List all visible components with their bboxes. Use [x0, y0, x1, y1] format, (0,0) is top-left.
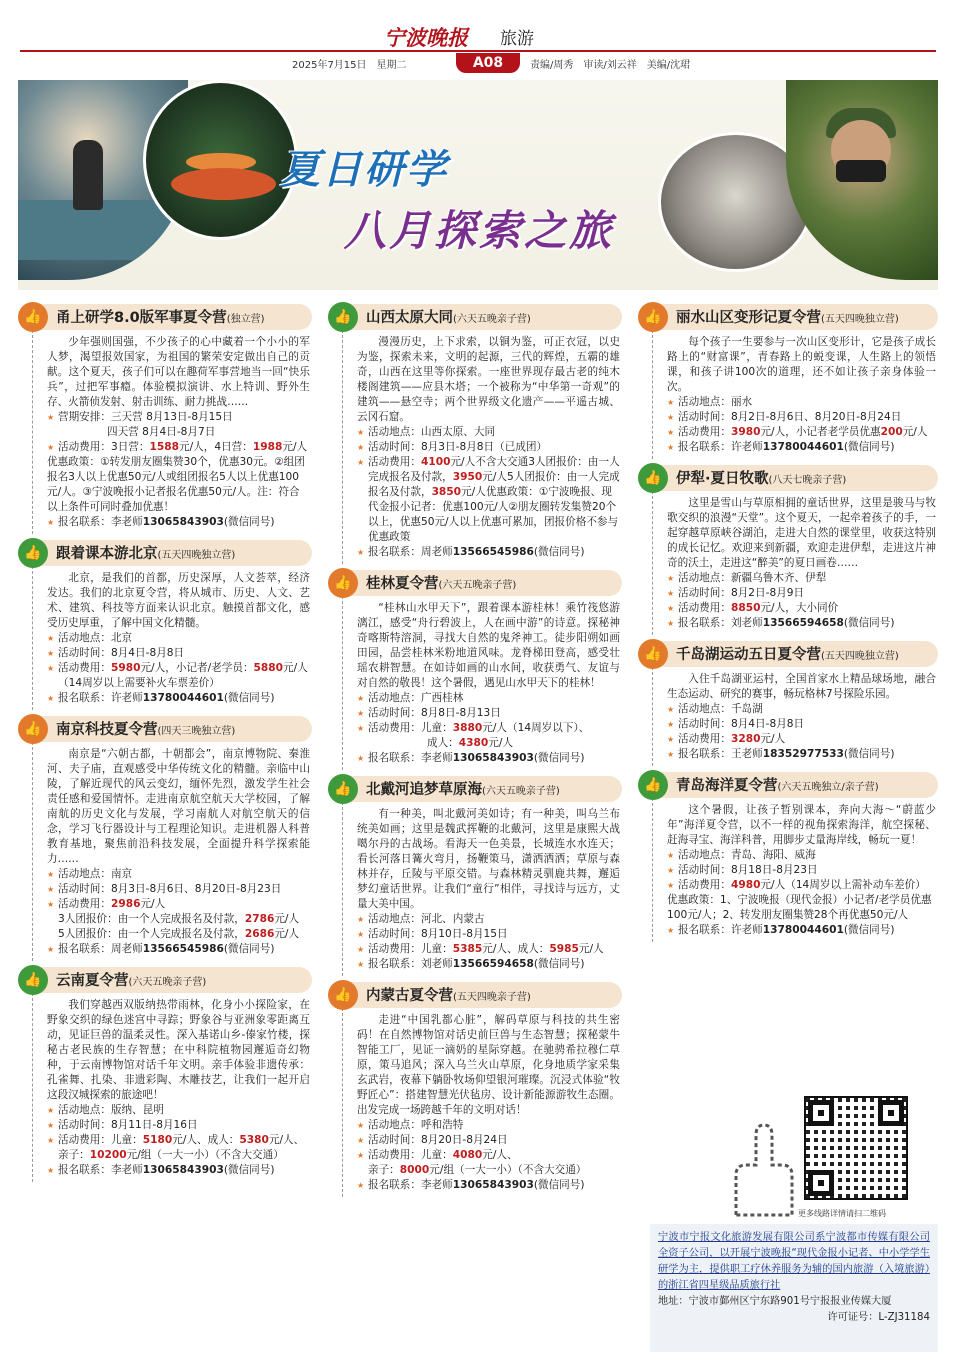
phone-number: 13065843903: [142, 1164, 224, 1176]
fee: ★ 活动费用：8850元/人，大小同价: [667, 601, 936, 616]
kayak-photo: [143, 80, 298, 240]
time: ★ 活动时间：8月4日-8月8日: [47, 646, 310, 661]
issue-date: 2025年7月15日 星期二: [292, 60, 407, 71]
phone-number: 13065843903: [142, 516, 224, 528]
section-body: 这里是雪山与草原相拥的童话世界，这里是骏马与牧歌交织的浪漫“天堂”。这个夏天，一起牵着孩子的手，一起穿越草原峡谷湖泊，走进大自然的课堂里，收获这特别的成长记忆。欢迎来到新疆，欢迎走进伊犁，走进这片神奇的沃土，走进这“醉美”的夏日画卷…… ★ 活动地点：新疆乌鲁木齐、伊犁 ★ 活动时间：8月2日-8月9日 ★ 活动费用：8850元/人，大小同价 ★ 报名联系：刘老师13566594658(微信同号): [652, 491, 938, 635]
editor-credits: 责编/周秀 审读/刘云祥 美编/沈珺: [530, 60, 691, 71]
thumbs-up-icon: 👍: [328, 774, 358, 804]
section-header: 青岛海洋夏令营(六天五晚独立/亲子营): [654, 772, 938, 798]
section-guilin-camp: [330, 570, 622, 770]
contact: ★ 报名联系：刘老师13566594658(微信同号): [667, 616, 936, 631]
section-header: 甬上研学8.0版军事夏令营(独立营): [34, 304, 312, 330]
contact: ★ 报名联系：刘老师13566594658(微信同号): [357, 957, 620, 972]
qr-caption: 更多线路详情请扫二维码: [798, 1209, 886, 1218]
fee: ★ 活动费用：4980元/人（14周岁以上需补动车差价）: [667, 878, 936, 893]
section-body: 有一种美，叫北戴河美如诗；有一种美，叫乌兰布统美如画；这里是魏武挥鞭的北戴河，这里是康熙大战噶尔丹的古战场。看海天一色美景，长城连水水连天；看长河落日篝火弯月，扬鞭策马，潇洒洒洒；草原与森林并存，丘陵与平原交错。与森林精灵驯鹿共舞，邂逅梦幻童话世界。让我们“童行”相伴，寻找诗与远方，丈量大美中国。 ★ 活动地点：河北、内蒙古 ★ 活动时间：8月10日-8月15日 ★ 活动费用：儿童：5385元/人、成人：5985元/人 ★ 报名联系：刘老师13566594658(微信同号): [342, 802, 622, 976]
banner-title-line1: 夏日研学: [280, 147, 448, 193]
section-body: 这个暑假，让孩子暂别课本，奔向大海～“蔚蓝少年”海洋夏令营，以不一样的视角探索海洋，航空探秘、赶海寻宝、海洋科普，用脚步丈量海岸线，畅玩一夏！ ★ 活动地点：青岛、海阳、威海 ★ 活动时间：8月18日-8月23日 ★ 活动费用：4980元/人（14周岁以上需补动车差价） 优惠政策：1、宁波晚报（现代金报）小记者/老学员优惠100元/人；2、转发朋友圈集赞28个再优惠50元/人 ★ 报名联系：许老师13780044601(微信同号): [652, 798, 938, 942]
contact: ★ 报名联系：周老师13566545986(微信同号): [47, 942, 310, 957]
contact: ★ 报名联系：许老师13780044601(微信同号): [47, 691, 310, 706]
location: ★ 活动地点：河北、内蒙古: [357, 912, 620, 927]
time: ★ 活动时间：8月3日-8月8日（已成团）: [357, 440, 620, 455]
thumbs-up-icon: 👍: [328, 302, 358, 332]
contact: ★ 报名联系：许老师13780044601(微信同号): [667, 440, 936, 455]
fee: ★ 活动费用：儿童：4080元/人、: [357, 1148, 620, 1163]
fee: ★ 活动费用：儿童：3880元/人（14周岁以下）、: [357, 721, 620, 736]
masthead: [0, 0, 956, 80]
license-number: 许可证号：L-ZJ31184: [827, 1312, 930, 1323]
section-body: “桂林山水甲天下”，跟着课本游桂林！乘竹筏悠游漓江，感受“舟行碧波上，人在画中游”的诗意。探秘神奇喀斯特溶洞，寻找大自然的鬼斧神工。徒步阳朔如画田园，品尝桂林米粉地道风味。龙脊梯田登高，感受壮瑶农耕智慧。在如诗如画的山水间，收获勇气、友谊与对自然的敬畏！这个暑假，遇见山水甲天下的桂林！ ★ 活动地点：广西桂林 ★ 活动时间：8月8日-8月13日 ★ 活动费用：儿童：3880元/人（14周岁以下）、 成人：4380元/人 ★ 报名联系：李老师13065843903(微信同号): [342, 596, 622, 770]
location: ★ 活动地点：山西太原、大同: [357, 425, 620, 440]
section-header: 北戴河追梦草原海(六天五晚亲子营): [344, 776, 622, 802]
time: ★ 活动时间：8月2日-8月6日、8月20日-8月24日: [667, 410, 936, 425]
phone-number: 18352977533: [762, 748, 844, 760]
section-header: 桂林夏令营(六天五晚亲子营): [344, 570, 622, 596]
phone-number: 13780044601: [762, 441, 844, 453]
section-header: 跟着课本游北京(五天四晚独立营): [34, 540, 312, 566]
thumbs-up-icon: 👍: [18, 965, 48, 995]
time: ★ 活动时间：8月8日-8月13日: [357, 706, 620, 721]
fee: ★ 活动费用：5980元/人，小记者/老学员：5880元/人: [47, 661, 310, 676]
contact: ★ 报名联系：李老师13065843903(微信同号): [47, 515, 310, 530]
section-body: 入住千岛湖亚运村，全国首家水上精品球场地，融合生态运动、研究的赛事，畅玩格林7号探险乐园。 ★ 活动地点：千岛湖 ★ 活动时间：8月4日-8月8日 ★ 活动费用：3280元/人 ★ 报名联系：王老师18352977533(微信同号): [652, 667, 938, 766]
thumbs-up-icon: 👍: [328, 980, 358, 1010]
section-military-camp: [20, 304, 312, 534]
location: ★ 活动地点：南京: [47, 867, 310, 882]
contact: ★ 报名联系：王老师18352977533(微信同号): [667, 747, 936, 762]
thumbs-up-icon: 👍: [638, 302, 668, 332]
location: ★ 活动地点：版纳、昆明: [47, 1103, 310, 1118]
section-header: 内蒙古夏令营(五天四晚亲子营): [344, 982, 622, 1008]
fee: ★ 活动费用：3980元/人，小记者老学员优惠200元/人: [667, 425, 936, 440]
discount-policy: 优惠政策：①转发朋友圈集赞30个，优惠30元。②组团报名3人以上优惠50元/人或组团报名5人以上优惠100元/人。③宁波晚报小记者报名优惠50元/人。注：符合以上条件可同时叠加优惠！: [47, 456, 305, 513]
thumbs-up-icon: 👍: [18, 714, 48, 744]
thumbs-up-icon: 👍: [638, 463, 668, 493]
section-nanjing-camp: [20, 716, 312, 961]
fee: ★ 活动费用：儿童：5180元/人、成人：5380元/人、: [47, 1133, 310, 1148]
section-qiandaohu-camp: [640, 641, 938, 766]
section-header: 云南夏令营(六天五晚亲子营): [34, 967, 312, 993]
time: ★ 活动时间：8月18日-8月23日: [667, 863, 936, 878]
phone-number: 13780044601: [142, 692, 224, 704]
fee: ★ 活动费用：儿童：5385元/人、成人：5985元/人: [357, 942, 620, 957]
section-body: 漫漫历史，上下求索，以铜为鉴，可正衣冠，以史为鉴，探索未来，文明的起源，三代的辉煌，五霸的雄奇，山西在这里等你探索。一座世界现存最古老的纯木楼阁建筑——应县木塔；一个被称为“中华第一奇观”的建筑——悬空寺；两个世界级文化遗产——平遥古城、云冈石窟。 ★ 活动地点：山西太原、大同 ★ 活动时间：8月3日-8月8日（已成团） ★ 活动费用：4100元/人不含大交通3人团报价：由一人完成报名及付款，3950元/人5人团报价：由一人完成报名及付款，3850元/人优惠政策：①宁波晚报、现代金报小记者：优惠100元/人②朋友圈转发集赞20个以上，优惠50元/人以上优惠可累加，团报价格不参与优惠政策 ★ 报名联系：周老师13566545986(微信同号): [342, 330, 622, 564]
section-body: 我们穿越西双版纳热带雨林，化身小小探险家，在野象交织的绿色迷宫中寻踪；野象谷与亚洲象零距离互动，见证巨兽的温柔灵性。深入基诺山乡-傣家竹楼，探秘古老民族的生存智慧；在中科院植物园邂逅奇幻物种，于云南博物馆对话千年文明。亲手体验非遗传承：孔雀舞、扎染、非遗彩陶、木雕技艺，让我们一起开启这段汉城探索的旅途吧！ ★ 活动地点：版纳、昆明 ★ 活动时间：8月11日-8月16日 ★ 活动费用：儿童：5180元/人、成人：5380元/人、 亲子：10200元/组（一大一小）（不含大交通） ★ 报名联系：李老师13065843903(微信同号): [32, 993, 312, 1182]
thumbs-up-icon: 👍: [18, 538, 48, 568]
page-number: A08: [456, 53, 520, 73]
location: ★ 活动地点：青岛、海阳、威海: [667, 848, 936, 863]
contact: ★ 报名联系：李老师13065843903(微信同号): [357, 751, 620, 766]
company-info-box: [650, 1224, 938, 1352]
fee: ★ 活动费用：4100元/人不含大交通3人团报价：由一人完成报名及付款，3950元/人5人团报价：由一人完成报名及付款，3850元/人优惠政策：①宁波晚报、现代金报小记者：优惠100元/人②朋友圈转发集赞20个以上，优惠50元/人以上优惠可累加，团报价格不参与优惠政策: [357, 455, 620, 545]
section-beijing-camp: [20, 540, 312, 710]
banner: [18, 80, 938, 290]
thumbs-up-icon: 👍: [638, 770, 668, 800]
column-left: [20, 304, 312, 1188]
section-lishui-camp: [640, 304, 938, 459]
phone-number: 13780044601: [762, 924, 844, 936]
location: ★ 活动地点：呼和浩特: [357, 1118, 620, 1133]
qr-code[interactable]: [804, 1096, 908, 1200]
company-description: 宁波市宁报文化旅游发展有限公司系宁波都市传媒有限公司全资子公司，以开展宁波晚报“现代金报小记者、中小学学生研学为主，提供职工疗休养服务为辅的国内旅游（入境旅游）的浙江省四星级品质旅行社: [658, 1232, 930, 1291]
section-body: 少年强则国强，不少孩子的心中藏着一个小小的军人梦，渴望报效国家，为祖国的繁荣安定做出自己的贡献。这个夏天，孩子们可以在趣荷军事营地当一回“快乐兵”，过把军事瘾。体验模拟演讲、水上特训、野外生存、火箭侦发射、射击训练、耐力挑战…… ★ 营期安排：三天营 8月13日-8月15日 四天营 8月4日-8月7日 ★ 活动费用：3日营：1588元/人，4日营：1988元/人 优惠政策：①转发朋友圈集赞30个，优惠30元。②组团报名3人以上优惠50元/人或组团报名5人以上优惠100元/人。③宁波晚报小记者报名优惠50元/人。注：符合以上条件可同时叠加优惠！ ★ 报名联系：李老师13065843903(微信同号): [32, 330, 312, 534]
section-header: 丽水山区变形记夏令营(五天四晚独立营): [654, 304, 938, 330]
banner-title-line2: 八月探索之旅: [344, 206, 615, 255]
section-innermongolia-camp: [330, 982, 622, 1197]
discount-policy: 优惠政策：1、宁波晚报（现代金报）小记者/老学员优惠100元/人；2、转发朋友圈集赞28个再优惠50元/人: [667, 894, 932, 921]
fee: ★ 活动费用：3280元/人: [667, 732, 936, 747]
time: ★ 活动时间：8月20日-8月24日: [357, 1133, 620, 1148]
company-address: 地址：宁波市鄞州区宁东路901号宁报报业传媒大厦: [658, 1296, 892, 1307]
fee: ★ 活动费用：2986元/人: [47, 897, 310, 912]
phone-number: 13566545986: [452, 546, 534, 558]
section-beidaihe-camp: [330, 776, 622, 976]
thumbs-up-icon: 👍: [328, 568, 358, 598]
section-body: 每个孩子一生要参与一次山区变形计，它是孩子成长路上的“财富课”，青春路上的蜕变课，人生路上的领悟课，和孩子讲100次的道理，还不如让孩子亲身体验一次。 ★ 活动地点：丽水 ★ 活动时间：8月2日-8月6日、8月20日-8月24日 ★ 活动费用：3980元/人，小记者老学员优惠200元/人 ★ 报名联系：许老师13780044601(微信同号): [652, 330, 938, 459]
section-header: 伊犁·夏日牧歌(八天七晚亲子营): [654, 465, 938, 491]
phone-number: 13065843903: [452, 752, 534, 764]
contact: ★ 报名联系：李老师13065843903(微信同号): [47, 1163, 310, 1178]
location: ★ 活动地点：北京: [47, 631, 310, 646]
section-shanxi-camp: [330, 304, 622, 564]
time: ★ 活动时间：8月3日-8月6日、8月20日-8月23日: [47, 882, 310, 897]
location: ★ 活动地点：丽水: [667, 395, 936, 410]
section-body: 南京是“六朝古都，十朝都会”，南京博物院、秦淮河、夫子庙，直观感受中华传统文化的精髓。亲临中山陵，了解近现代的风云变幻，缅怀先烈，激发学生社会责任感和爱国情怀。走进南京航空航天大学校园，了解南航的历史文化与发展，学习南航人对航空航天的信念，学习飞行器设计与工程理论知识。走进机器人科普教育基地，聚焦前沿科技发展，全面提升科学探索能力…… ★ 活动地点：南京 ★ 活动时间：8月3日-8月6日、8月20日-8月23日 ★ 活动费用：2986元/人 3人团报价：由一个人完成报名及付款，2786元/人 5人团报价：由一个人完成报名及付款，2686元/人 ★ 报名联系：周老师13566545986(微信同号): [32, 742, 312, 961]
masthead-rule: [20, 50, 936, 52]
newspaper-logo: 宁波晚报: [384, 25, 468, 50]
thumbs-up-icon: 👍: [638, 639, 668, 669]
phone-number: 13065843903: [452, 1179, 534, 1191]
section-header: 南京科技夏令营(四天三晚独立营): [34, 716, 312, 742]
location: ★ 活动地点：新疆乌鲁木齐、伊犁: [667, 571, 936, 586]
section-body: 走进“中国乳都心脏”，解码草原与科技的共生密码！在自然博物馆对话史前巨兽与生态智慧；探秘蒙牛智能工厂，见证一滴奶的星际穿越。在驰骋希拉穆仁草原，策马追风；深入乌兰火山草原，化身地质学家采集玄武岩，夜幕下躺卧牧场仰望银河璀璨。沉浸式体验“牧野匠心”：搭建智慧光伏毡房、设计新能源游牧生态圈。出发完成一场跨越千年的文明对话！ ★ 活动地点：呼和浩特 ★ 活动时间：8月20日-8月24日 ★ 活动费用：儿童：4080元/人、 亲子：8000元/组（一大一小）（不含大交通） ★ 报名联系：李老师13065843903(微信同号): [342, 1008, 622, 1197]
section-name: 旅游: [500, 29, 534, 49]
section-qingdao-camp: [640, 772, 938, 942]
time: ★ 活动时间：8月10日-8月15日: [357, 927, 620, 942]
column-middle: [330, 304, 622, 1203]
phone-number: 13566594658: [762, 617, 844, 629]
section-yili-camp: [640, 465, 938, 635]
schedule: ★ 营期安排：三天营 8月13日-8月15日: [47, 410, 310, 425]
contact: ★ 报名联系：许老师13780044601(微信同号): [667, 923, 936, 938]
pointing-hand-icon: [726, 1120, 796, 1220]
fee: ★ 活动费用：3日营：1588元/人，4日营：1988元/人: [47, 440, 310, 455]
contact: ★ 报名联系：周老师13566545986(微信同号): [357, 545, 620, 560]
military-camp-photo: [786, 80, 938, 280]
section-header: 山西太原大同(六天五晚亲子营): [344, 304, 622, 330]
phone-number: 13566545986: [142, 943, 224, 955]
location: ★ 活动地点：广西桂林: [357, 691, 620, 706]
thumbs-up-icon: 👍: [18, 302, 48, 332]
contact: ★ 报名联系：李老师13065843903(微信同号): [357, 1178, 620, 1193]
column-right: [640, 304, 938, 948]
section-body: 北京，是我们的首都，历史深厚，人文荟萃，经济发达。我们的北京夏令营，将从城市、历史、人文、艺术、建筑、科技等方面来认识北京。触摸首都文化，感受历史厚重，了解中国文化精髓。 ★ 活动地点：北京 ★ 活动时间：8月4日-8月8日 ★ 活动费用：5980元/人，小记者/老学员：5880元/人 （14周岁以上需要补火车票差价） ★ 报名联系：许老师13780044601(微信同号): [32, 566, 312, 710]
time: ★ 活动时间：8月11日-8月16日: [47, 1118, 310, 1133]
location: ★ 活动地点：千岛湖: [667, 702, 936, 717]
time: ★ 活动时间：8月4日-8月8日: [667, 717, 936, 732]
phone-number: 13566594658: [452, 958, 534, 970]
time: ★ 活动时间：8月2日-8月9日: [667, 586, 936, 601]
section-header: 千岛湖运动五日夏令营(五天四晚独立营): [654, 641, 938, 667]
section-yunnan-camp: [20, 967, 312, 1182]
